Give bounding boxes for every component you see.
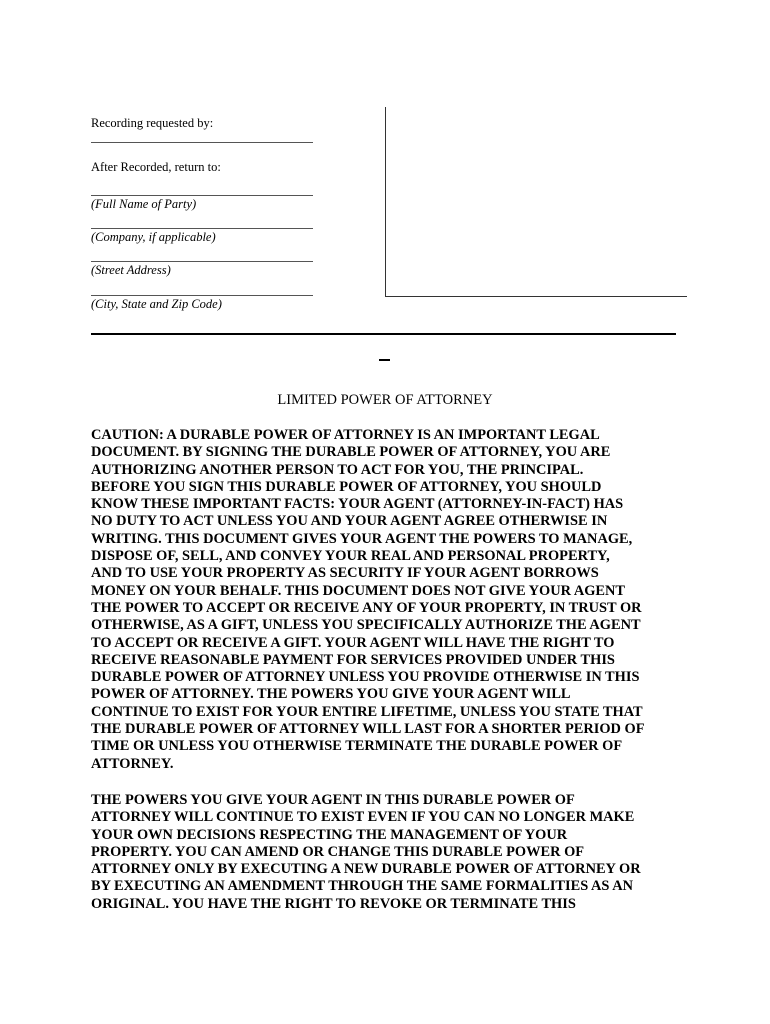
caution-line: TO ACCEPT OR RECEIVE A GIFT. YOUR AGENT WILL HAVE THE RIGHT TO [91,634,615,651]
caution-line: NO DUTY TO ACT UNLESS YOU AND YOUR AGENT AGREE OTHERWISE IN [91,513,608,530]
caution-paragraph [91,427,691,773]
caution-line: CONTINUE TO EXIST FOR YOUR ENTIRE LIFETIME, UNLESS YOU STATE THAT [91,703,643,720]
caution-line: DURABLE POWER OF ATTORNEY UNLESS YOU PROVIDE OTHERWISE IN THIS [91,669,640,686]
caution-line: KNOW THESE IMPORTANT FACTS: YOUR AGENT (ATTORNEY-IN-FACT) HAS [91,496,624,513]
powers-line: ATTORNEY ONLY BY EXECUTING A NEW DURABLE POWER OF ATTORNEY OR [91,861,641,878]
caution-line: OTHERWISE, AS A GIFT, UNLESS YOU SPECIFICALLY AUTHORIZE THE AGENT [91,617,641,634]
header-divider [91,333,676,335]
caution-line: DISPOSE OF, SELL, AND CONVEY YOUR REAL AND PERSONAL PROPERTY, [91,548,610,565]
street-label: (Street Address) [91,263,171,277]
caution-line: MONEY ON YOUR BEHALF. THIS DOCUMENT DOES NOT GIVE YOUR AGENT [91,582,626,599]
caution-line: BEFORE YOU SIGN THIS DURABLE POWER OF ATTORNEY, YOU SHOULD [91,478,602,495]
powers-line: BY EXECUTING AN AMENDMENT THROUGH THE SAME FORMALITIES AS AN [91,878,634,895]
street-line [91,261,313,262]
caution-line: AUTHORIZING ANOTHER PERSON TO ACT FOR YOU, THE PRINCIPAL. [91,461,584,478]
recording-requested-label: Recording requested by: [91,116,214,130]
caution-line: DOCUMENT. BY SIGNING THE DURABLE POWER OF ATTORNEY, YOU ARE [91,444,611,461]
full-name-label: (Full Name of Party) [91,197,197,211]
recorder-box-left-border [385,107,386,297]
caution-line: WRITING. THIS DOCUMENT GIVES YOUR AGENT THE POWERS TO MANAGE, [91,530,633,547]
recording-requested-line [91,142,313,143]
caution-line: CAUTION: A DURABLE POWER OF ATTORNEY IS AN IMPORTANT LEGAL [91,427,600,443]
company-label: (Company, if applicable) [91,230,216,244]
caution-line: POWER OF ATTORNEY. THE POWERS YOU GIVE YOUR AGENT WILL [91,686,571,703]
powers-line: YOUR OWN DECISIONS RESPECTING THE MANAGEMENT OF YOUR [91,826,568,843]
caution-line: THE POWER TO ACCEPT OR RECEIVE ANY OF YOUR PROPERTY, IN TRUST OR [91,599,642,616]
caution-line: ATTORNEY. [91,755,174,772]
document-title: LIMITED POWER OF ATTORNEY [277,392,493,408]
powers-line: ORIGINAL. YOU HAVE THE RIGHT TO REVOKE OR TERMINATE THIS [91,895,576,912]
caution-line: THE DURABLE POWER OF ATTORNEY WILL LAST FOR A SHORTER PERIOD OF [91,721,645,738]
powers-line: THE POWERS YOU GIVE YOUR AGENT IN THIS DURABLE POWER OF [91,792,575,808]
powers-line: ATTORNEY WILL CONTINUE TO EXIST EVEN IF YOU CAN NO LONGER MAKE [91,809,635,826]
caution-line: TIME OR UNLESS YOU OTHERWISE TERMINATE THE DURABLE POWER OF [91,738,623,755]
city-label: (City, State and Zip Code) [91,297,222,311]
powers-line: PROPERTY. YOU CAN AMEND OR CHANGE THIS DURABLE POWER OF [91,843,585,860]
divider-mark [379,359,390,361]
caution-line: RECEIVE REASONABLE PAYMENT FOR SERVICES PROVIDED UNDER THIS [91,651,615,668]
after-recorded-label: After Recorded, return to: [91,160,221,174]
company-line [91,228,313,229]
caution-line: AND TO USE YOUR PROPERTY AS SECURITY IF YOUR AGENT BORROWS [91,565,599,582]
powers-paragraph [91,792,691,913]
recorder-box-bottom-border [385,296,687,297]
full-name-line [91,195,313,196]
city-line [91,295,313,296]
